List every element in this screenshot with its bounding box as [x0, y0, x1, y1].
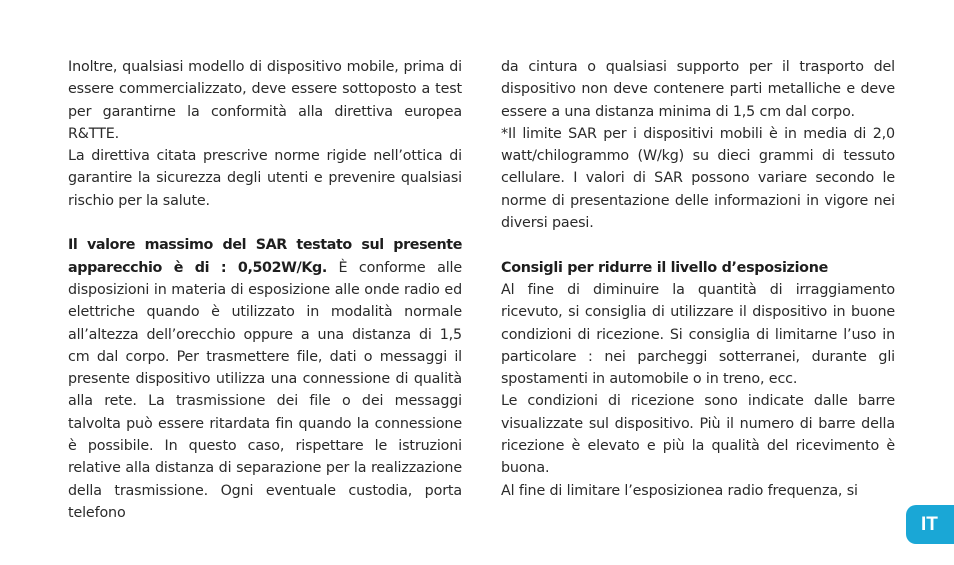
section-heading: Consigli per ridurre il livello d’esposizione — [501, 259, 828, 276]
left-column — [68, 56, 462, 524]
language-tab-label: IT — [921, 513, 938, 535]
paragraph-directive: La direttiva citata prescrive norme rigide nell’ottica di garantire la sicurezza degli utenti e prevenire qualsiasi rischio per la salute. — [68, 148, 462, 209]
paragraph-gap — [68, 212, 462, 234]
paragraph-exposure: Al fine di limitare l’esposizionea radio frequenza, si — [501, 482, 858, 499]
sar-value-statement: Il valore massimo del SAR testato sul presente apparecchio è di : 0,502W/Kg. — [68, 237, 462, 276]
sar-details: È conforme alle disposizioni in materia di esposizione alle onde radio ed elettriche quando è utilizzato in modalità normale all’altezza dell’orecchio oppure a una distanza di 1,5 cm dal corpo. Per trasmettere file, dati o messaggi il presente dispositivo utilizza una connessione di qualità alla rete. La trasmissione dei file o dei messaggi talvolta può essere ritardata fin quando la connessione è possibile. In questo caso, rispettare le istruzioni relative alla distanza di separazione per la realizzazione della trasmissione. Ogni eventuale custodia, porta telefono — [68, 259, 462, 521]
paragraph-sar — [68, 234, 462, 524]
paragraph-gap — [501, 234, 895, 256]
paragraph-bars: Le condizioni di ricezione sono indicate dalle barre visualizzate sul dispositivo. Più il numero di barre della ricezione è elevato e più la qualità del ricevimento è buona. — [501, 393, 895, 477]
right-column — [501, 56, 895, 502]
paragraph-intro: Inoltre, qualsiasi modello di dispositivo mobile, prima di essere commercializzato, deve essere sottoposto a test per garantirne la conformità alla direttiva europea R&TTE. — [68, 59, 462, 142]
paragraph-reception: Al fine di diminuire la quantità di irraggiamento ricevuto, si consiglia di utilizzare il dispositivo in buone condizioni di ricezione. Si consiglia di limitarne l’uso in particolare : nei parcheggi sotterranei, durante gli spostamenti in automobile o in treno, ecc. — [501, 281, 895, 388]
paragraph-sar-limit: *Il limite SAR per i dispositivi mobili è in media di 2,0 watt/chilogrammo (W/kg) su dieci grammi di tessuto cellulare. I valori di SAR possono variare secondo le norme di presentazione delle informazioni in vigore nei diversi paesi. — [501, 125, 895, 232]
language-tab — [906, 505, 954, 544]
paragraph-belt-clip: da cintura o qualsiasi supporto per il trasporto del dispositivo non deve contenere parti metalliche e deve essere a una distanza minima di 1,5 cm dal corpo. — [501, 59, 895, 120]
